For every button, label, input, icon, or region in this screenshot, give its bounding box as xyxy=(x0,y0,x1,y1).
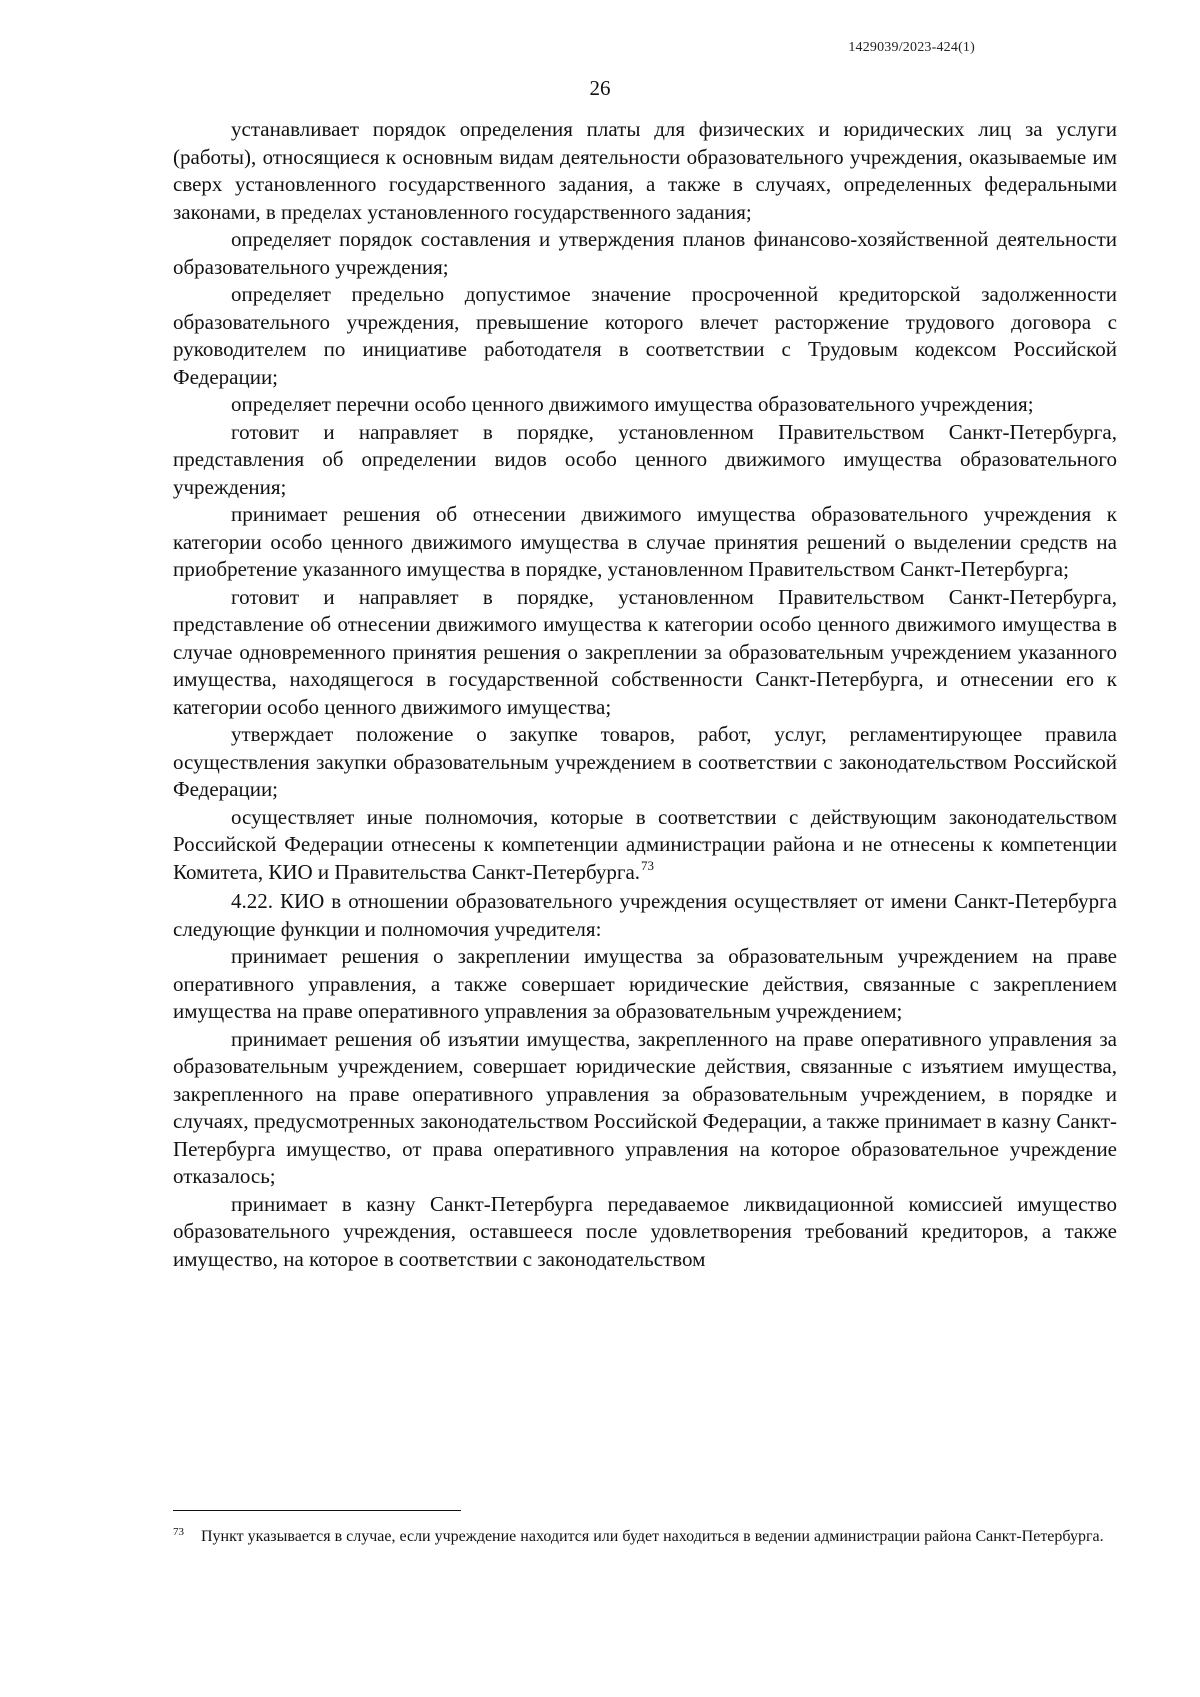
paragraph: определяет предельно допустимое значение просроченной кредиторской задолженности образовательного учреждения, превышение которого влечет расторжение трудового договора с руководителем по инициативе работодателя в соответствии с Трудовым кодексом Российской Федерации; xyxy=(173,282,1117,389)
paragraph: принимает решения о закреплении имущества за образовательным учреждением на праве оперативного управления, а также совершает юридические действия, связанные с закреплением имущества на праве оперативного управления за образовательным учреждением; xyxy=(173,944,1117,1023)
document-body xyxy=(173,116,1117,1273)
paragraph: принимает решения об отнесении движимого имущества образовательного учреждения к категории особо ценного движимого имущества в случае принятия решений о выделении средств на приобретение указанного имущества в порядке, установленном Правительством Санкт-Петербурга; xyxy=(173,502,1117,581)
document-id: 1429039/2023-424(1) xyxy=(848,40,975,55)
footnote xyxy=(173,1526,1117,1548)
footnote-mark: 73 xyxy=(173,1526,184,1538)
paragraph-text: осуществляет иные полномочия, которые в соответствии с действующим законодательством Российской Федерации отнесены к компетенции администрации района и не отнесены к компетенции Комитета, КИО и Правительства Санкт-Петербурга. xyxy=(173,804,1117,884)
section-paragraph: 4.22. КИО в отношении образовательного учреждения осуществляет от имени Санкт-Петербурга следующие функции и полномочия учредителя: xyxy=(173,889,1117,941)
paragraph: устанавливает порядок определения платы для физических и юридических лиц за услуги (работы), относящиеся к основным видам деятельности образовательного учреждения, оказываемые им сверх установленного государственного задания, а также в случаях, определенных федеральными законами, в пределах установленного государственного задания; xyxy=(173,117,1117,224)
footnote-reference[interactable]: 73 xyxy=(641,857,655,873)
paragraph: утверждает положение о закупке товаров, работ, услуг, регламентирующее правила осуществления закупки образовательным учреждением в соответствии с законодательством Российской Федерации; xyxy=(173,722,1117,801)
paragraph: принимает решения об изъятии имущества, закрепленного на праве оперативного управления за образовательным учреждением, совершает юридические действия, связанные с изъятием имущества, закрепленного на праве оперативного управления за образовательным учреждением, в порядке и случаях, предусмотренных законодательством Российской Федерации, а также принимает в казну Санкт-Петербурга имущество, от права оперативного управления на которое образовательное учреждение отказалось; xyxy=(173,1026,1117,1188)
footnote-text: Пункт указывается в случае, если учреждение находится или будет находиться в ведении администрации района Санкт-Петербурга. xyxy=(201,1528,1104,1545)
paragraph: готовит и направляет в порядке, установленном Правительством Санкт-Петербурга, представление об отнесении движимого имущества к категории особо ценного движимого имущества в случае одновременного принятия решения о закреплении за образовательным учреждением указанного имущества, находящегося в государственной собственности Санкт-Петербурга, и отнесении его к категории особо ценного движимого имущества; xyxy=(173,584,1117,719)
paragraph: определяет перечни особо ценного движимого имущества образовательного учреждения; xyxy=(231,392,1034,416)
paragraph: готовит и направляет в порядке, установленном Правительством Санкт-Петербурга, представления об определении видов особо ценного движимого имущества образовательного учреждения; xyxy=(173,419,1117,499)
footnote-separator xyxy=(173,1510,461,1511)
paragraph-with-footnote xyxy=(173,804,1117,889)
page-number: 26 xyxy=(589,76,611,100)
paragraph: определяет порядок составления и утверждения планов финансово-хозяйственной деятельности образовательного учреждения; xyxy=(173,227,1117,279)
paragraph: принимает в казну Санкт-Петербурга передаваемое ликвидационной комиссией имущество образовательного учреждения, оставшееся после удовлетворения требований кредиторов, а также имущество, на которое в соответствии с законодательством xyxy=(173,1191,1117,1271)
